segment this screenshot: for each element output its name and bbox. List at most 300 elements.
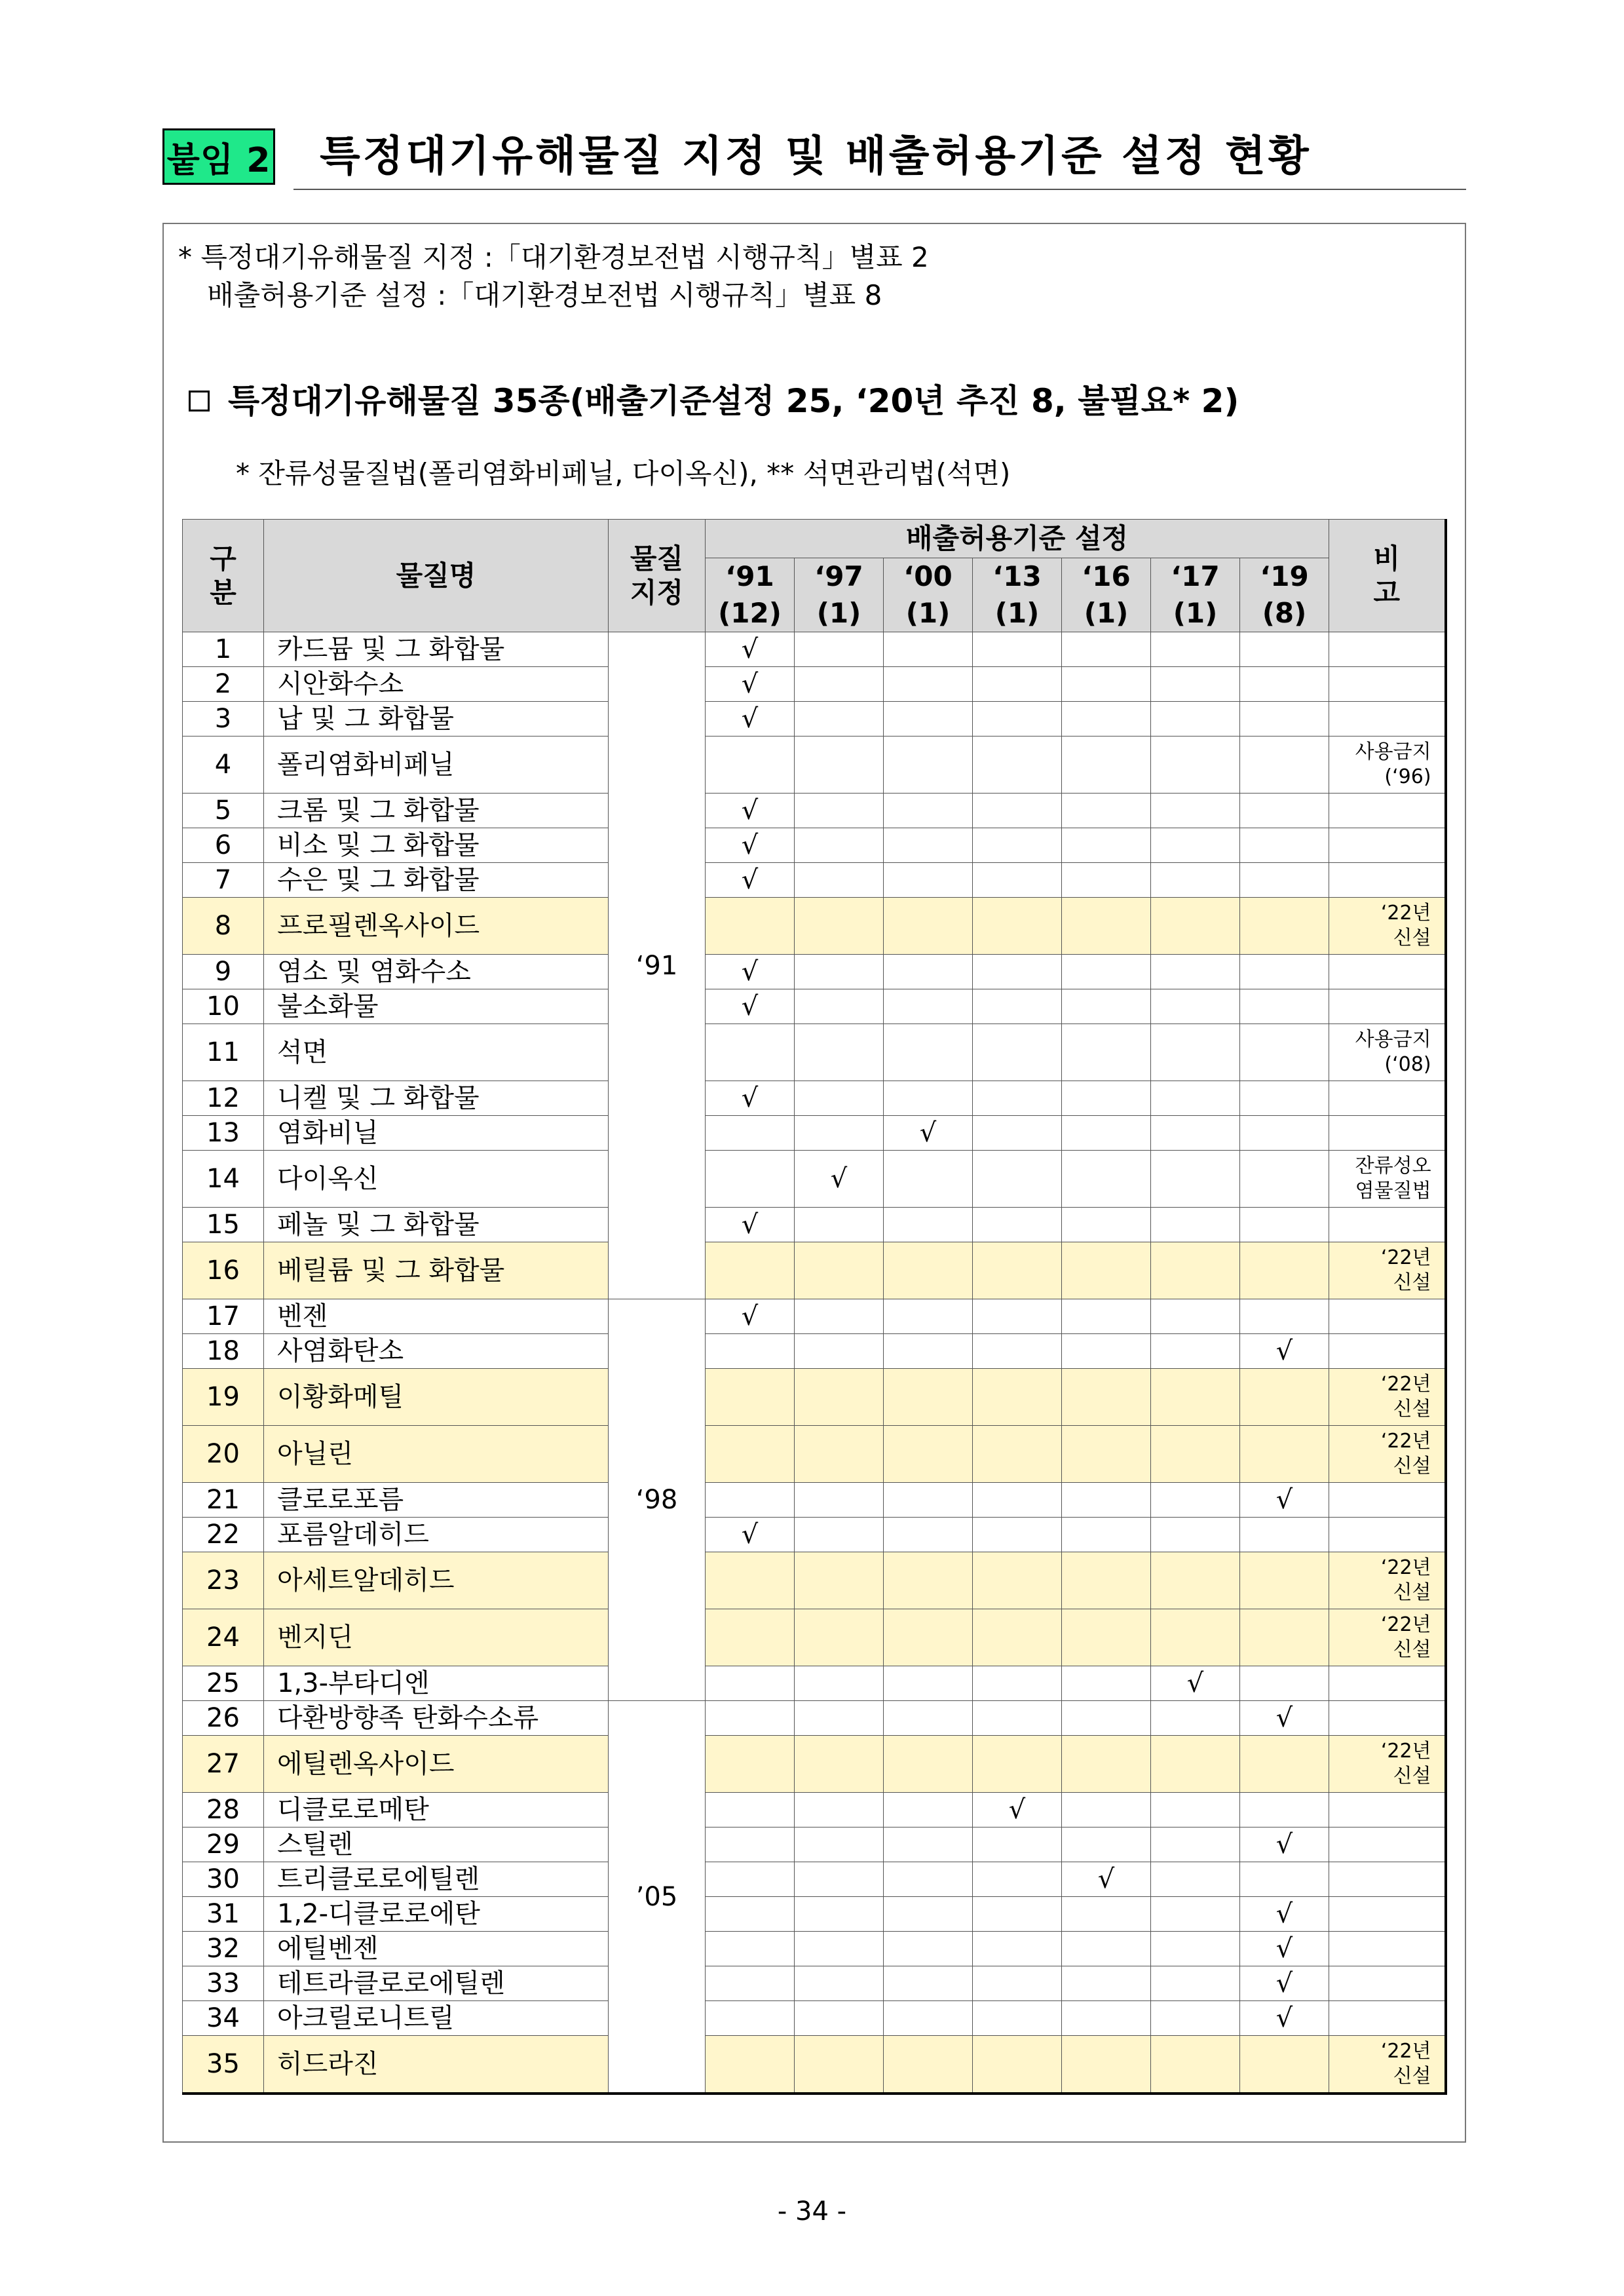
table-row bbox=[183, 794, 1446, 828]
substance-table bbox=[182, 519, 1447, 2095]
check-mark: √ bbox=[1240, 1897, 1329, 1932]
header-year: ‘16 bbox=[1062, 558, 1151, 596]
empty-cell bbox=[884, 1966, 973, 2001]
table-row bbox=[183, 1081, 1446, 1116]
empty-cell bbox=[1240, 1609, 1329, 1666]
attachment-tag: 붙임 2 bbox=[162, 128, 275, 185]
empty-cell bbox=[1151, 1242, 1240, 1299]
remark bbox=[1329, 667, 1446, 702]
substance-name: 아세트알데히드 bbox=[264, 1552, 609, 1609]
empty-cell bbox=[884, 1862, 973, 1897]
table-row bbox=[183, 1116, 1446, 1151]
empty-cell bbox=[1062, 863, 1151, 898]
empty-cell bbox=[795, 1242, 884, 1299]
remark-line: 사용금지 bbox=[1355, 1028, 1431, 1051]
check-mark: √ bbox=[1240, 1827, 1329, 1862]
empty-cell bbox=[973, 794, 1062, 828]
row-number: 9 bbox=[183, 955, 264, 989]
row-number: 24 bbox=[183, 1609, 264, 1666]
check-mark: √ bbox=[706, 1208, 795, 1242]
header-year-count: (8) bbox=[1240, 595, 1329, 632]
remark-line: ‘22년 bbox=[1380, 1246, 1431, 1269]
header-year: ‘00 bbox=[884, 558, 973, 596]
row-number: 7 bbox=[183, 863, 264, 898]
empty-cell bbox=[1240, 1024, 1329, 1081]
empty-cell bbox=[1062, 955, 1151, 989]
remark bbox=[1329, 2001, 1446, 2036]
empty-cell bbox=[706, 1024, 795, 1081]
empty-cell bbox=[1062, 1208, 1151, 1242]
table-row bbox=[183, 1334, 1446, 1369]
remark bbox=[1329, 737, 1446, 794]
empty-cell bbox=[706, 1827, 795, 1862]
empty-cell bbox=[1151, 667, 1240, 702]
empty-cell bbox=[884, 1552, 973, 1609]
header-year-count: (12) bbox=[706, 595, 795, 632]
empty-cell bbox=[973, 1862, 1062, 1897]
remark-line: ‘22년 bbox=[1380, 902, 1431, 925]
empty-cell bbox=[1240, 828, 1329, 863]
empty-cell bbox=[884, 1426, 973, 1483]
substance-name: 테트라클로로에틸렌 bbox=[264, 1966, 609, 2001]
empty-cell bbox=[884, 1334, 973, 1369]
substance-name: 수은 및 그 화합물 bbox=[264, 863, 609, 898]
empty-cell bbox=[884, 898, 973, 955]
substance-name: 벤젠 bbox=[264, 1299, 609, 1334]
substance-name: 1,2-디클로로에탄 bbox=[264, 1897, 609, 1932]
empty-cell bbox=[1151, 1483, 1240, 1518]
empty-cell bbox=[1151, 955, 1240, 989]
empty-cell bbox=[706, 1552, 795, 1609]
remark-line: (‘96) bbox=[1384, 765, 1431, 788]
empty-cell bbox=[795, 1299, 884, 1334]
table-row bbox=[183, 1024, 1446, 1081]
empty-cell bbox=[884, 1609, 973, 1666]
row-number: 19 bbox=[183, 1369, 264, 1426]
page-title: 특정대기유해물질 지정 및 배출허용기준 설정 현황 bbox=[320, 132, 1312, 181]
substance-name: 폴리염화비페닐 bbox=[264, 737, 609, 794]
empty-cell bbox=[795, 1701, 884, 1736]
empty-cell bbox=[884, 989, 973, 1024]
row-number: 18 bbox=[183, 1334, 264, 1369]
table-row bbox=[183, 632, 1446, 667]
footnote: * 잔류성물질법(폴리염화비페닐, 다이옥신), ** 석면관리법(석면) bbox=[236, 457, 1011, 489]
empty-cell bbox=[1062, 1081, 1151, 1116]
empty-cell bbox=[1240, 737, 1329, 794]
empty-cell bbox=[706, 1609, 795, 1666]
empty-cell bbox=[973, 1299, 1062, 1334]
empty-cell bbox=[973, 828, 1062, 863]
empty-cell bbox=[973, 1966, 1062, 2001]
empty-cell bbox=[1151, 702, 1240, 737]
row-number: 33 bbox=[183, 1966, 264, 2001]
empty-cell bbox=[1151, 1609, 1240, 1666]
table-row bbox=[183, 737, 1446, 794]
header-category bbox=[183, 520, 264, 632]
empty-cell bbox=[1151, 828, 1240, 863]
empty-cell bbox=[706, 1242, 795, 1299]
table-row bbox=[183, 1426, 1446, 1483]
header-emission-standard: 배출허용기준 설정 bbox=[706, 520, 1329, 558]
empty-cell bbox=[1151, 737, 1240, 794]
substance-name: 염소 및 염화수소 bbox=[264, 955, 609, 989]
remark bbox=[1329, 863, 1446, 898]
remark-line: ‘22년 bbox=[1380, 1373, 1431, 1396]
remark bbox=[1329, 1793, 1446, 1827]
empty-cell bbox=[1151, 1151, 1240, 1208]
empty-cell bbox=[1062, 702, 1151, 737]
empty-cell bbox=[884, 1483, 973, 1518]
header-year-count: (1) bbox=[973, 595, 1062, 632]
empty-cell bbox=[1240, 632, 1329, 667]
check-mark: √ bbox=[1240, 1483, 1329, 1518]
empty-cell bbox=[706, 2001, 795, 2036]
empty-cell bbox=[1240, 2036, 1329, 2094]
check-mark: √ bbox=[1240, 1966, 1329, 2001]
empty-cell bbox=[1240, 1208, 1329, 1242]
remark bbox=[1329, 1242, 1446, 1299]
table-row bbox=[183, 898, 1446, 955]
table-row bbox=[183, 667, 1446, 702]
remark-line: ‘22년 bbox=[1380, 1430, 1431, 1453]
empty-cell bbox=[1062, 1609, 1151, 1666]
empty-cell bbox=[706, 1932, 795, 1966]
table-row bbox=[183, 989, 1446, 1024]
empty-cell bbox=[1151, 1736, 1240, 1793]
remark-line: 신설 bbox=[1393, 1455, 1431, 1478]
empty-cell bbox=[1062, 1518, 1151, 1552]
empty-cell bbox=[884, 1299, 973, 1334]
empty-cell bbox=[795, 989, 884, 1024]
empty-cell bbox=[795, 955, 884, 989]
empty-cell bbox=[795, 1483, 884, 1518]
check-mark: √ bbox=[706, 1081, 795, 1116]
row-number: 21 bbox=[183, 1483, 264, 1518]
substance-name: 비소 및 그 화합물 bbox=[264, 828, 609, 863]
empty-cell bbox=[973, 1024, 1062, 1081]
empty-cell bbox=[884, 1666, 973, 1701]
row-number: 20 bbox=[183, 1426, 264, 1483]
remark-line: 신설 bbox=[1393, 2065, 1431, 2088]
row-number: 2 bbox=[183, 667, 264, 702]
substance-name: 다이옥신 bbox=[264, 1151, 609, 1208]
table-row bbox=[183, 863, 1446, 898]
remark-line: 신설 bbox=[1393, 1581, 1431, 1604]
substance-name: 염화비닐 bbox=[264, 1116, 609, 1151]
empty-cell bbox=[973, 1518, 1062, 1552]
empty-cell bbox=[1240, 955, 1329, 989]
header-bun: 분 bbox=[210, 576, 236, 609]
substance-name: 시안화수소 bbox=[264, 667, 609, 702]
table-row bbox=[183, 1518, 1446, 1552]
empty-cell bbox=[706, 1426, 795, 1483]
empty-cell bbox=[973, 1736, 1062, 1793]
empty-cell bbox=[973, 1609, 1062, 1666]
designation-year: ‘98 bbox=[609, 1299, 706, 1701]
empty-cell bbox=[795, 1081, 884, 1116]
empty-cell bbox=[973, 863, 1062, 898]
remark bbox=[1329, 1518, 1446, 1552]
remark bbox=[1329, 632, 1446, 667]
empty-cell bbox=[884, 1151, 973, 1208]
empty-cell bbox=[795, 828, 884, 863]
remark bbox=[1329, 1081, 1446, 1116]
remark bbox=[1329, 989, 1446, 1024]
header-year-count: (1) bbox=[1062, 595, 1151, 632]
empty-cell bbox=[795, 1334, 884, 1369]
table-row bbox=[183, 2001, 1446, 2036]
remark bbox=[1329, 955, 1446, 989]
empty-cell bbox=[1151, 989, 1240, 1024]
empty-cell bbox=[884, 1793, 973, 1827]
substance-name: 클로로포름 bbox=[264, 1483, 609, 1518]
empty-cell bbox=[884, 1208, 973, 1242]
substance-name: 에틸렌옥사이드 bbox=[264, 1736, 609, 1793]
row-number: 29 bbox=[183, 1827, 264, 1862]
empty-cell bbox=[973, 1483, 1062, 1518]
remark bbox=[1329, 1736, 1446, 1793]
remark bbox=[1329, 1334, 1446, 1369]
empty-cell bbox=[1062, 794, 1151, 828]
empty-cell bbox=[795, 1116, 884, 1151]
note-line-2: 배출허용기준 설정 :「대기환경보전법 시행규칙」별표 8 bbox=[207, 279, 882, 311]
substance-name: 스틸렌 bbox=[264, 1827, 609, 1862]
row-number: 5 bbox=[183, 794, 264, 828]
check-mark: √ bbox=[706, 989, 795, 1024]
check-mark: √ bbox=[706, 863, 795, 898]
remark-line: 잔류성오 bbox=[1355, 1155, 1431, 1177]
remark bbox=[1329, 1426, 1446, 1483]
empty-cell bbox=[884, 1518, 973, 1552]
empty-cell bbox=[1151, 1208, 1240, 1242]
check-mark: √ bbox=[1240, 1334, 1329, 1369]
empty-cell bbox=[706, 1897, 795, 1932]
empty-cell bbox=[973, 989, 1062, 1024]
empty-cell bbox=[973, 1151, 1062, 1208]
row-number: 16 bbox=[183, 1242, 264, 1299]
substance-name: 베릴륨 및 그 화합물 bbox=[264, 1242, 609, 1299]
row-number: 12 bbox=[183, 1081, 264, 1116]
row-number: 23 bbox=[183, 1552, 264, 1609]
remark-line: ‘22년 bbox=[1380, 1613, 1431, 1636]
empty-cell bbox=[884, 1242, 973, 1299]
remark-line: 신설 bbox=[1393, 927, 1431, 949]
table-row bbox=[183, 1208, 1446, 1242]
empty-cell bbox=[884, 702, 973, 737]
substance-name: 1,3-부타디엔 bbox=[264, 1666, 609, 1701]
empty-cell bbox=[706, 1666, 795, 1701]
check-mark: √ bbox=[706, 632, 795, 667]
row-number: 17 bbox=[183, 1299, 264, 1334]
empty-cell bbox=[973, 1827, 1062, 1862]
remark bbox=[1329, 1024, 1446, 1081]
empty-cell bbox=[973, 2001, 1062, 2036]
remark bbox=[1329, 794, 1446, 828]
empty-cell bbox=[1151, 794, 1240, 828]
empty-cell bbox=[795, 1793, 884, 1827]
empty-cell bbox=[795, 2001, 884, 2036]
table-row bbox=[183, 2036, 1446, 2094]
remark bbox=[1329, 1932, 1446, 1966]
empty-cell bbox=[884, 1024, 973, 1081]
remark bbox=[1329, 2036, 1446, 2094]
empty-cell bbox=[1151, 1518, 1240, 1552]
check-mark: √ bbox=[795, 1151, 884, 1208]
empty-cell bbox=[884, 2036, 973, 2094]
header-year-count: (1) bbox=[795, 595, 884, 632]
header-year: ‘13 bbox=[973, 558, 1062, 596]
header-bi: 비 bbox=[1373, 542, 1401, 575]
substance-name: 에틸벤젠 bbox=[264, 1932, 609, 1966]
empty-cell bbox=[1062, 1334, 1151, 1369]
remark bbox=[1329, 1151, 1446, 1208]
empty-cell bbox=[1062, 1932, 1151, 1966]
empty-cell bbox=[1240, 989, 1329, 1024]
table-row bbox=[183, 1827, 1446, 1862]
remark bbox=[1329, 1666, 1446, 1701]
remark-line: 사용금지 bbox=[1355, 740, 1431, 763]
empty-cell bbox=[1151, 1827, 1240, 1862]
remark bbox=[1329, 1701, 1446, 1736]
remark bbox=[1329, 1299, 1446, 1334]
empty-cell bbox=[795, 1552, 884, 1609]
empty-cell bbox=[884, 863, 973, 898]
remark bbox=[1329, 1609, 1446, 1666]
empty-cell bbox=[973, 632, 1062, 667]
header-year: ‘97 bbox=[795, 558, 884, 596]
empty-cell bbox=[973, 1081, 1062, 1116]
table-row bbox=[183, 1609, 1446, 1666]
remark-line: 염물질법 bbox=[1355, 1179, 1431, 1202]
empty-cell bbox=[1240, 1426, 1329, 1483]
empty-cell bbox=[795, 863, 884, 898]
row-number: 8 bbox=[183, 898, 264, 955]
empty-cell bbox=[1151, 1334, 1240, 1369]
empty-cell bbox=[1151, 1793, 1240, 1827]
empty-cell bbox=[1151, 1116, 1240, 1151]
empty-cell bbox=[1240, 1116, 1329, 1151]
check-mark: √ bbox=[706, 828, 795, 863]
empty-cell bbox=[1062, 1151, 1151, 1208]
empty-cell bbox=[795, 1369, 884, 1426]
header-go: 고 bbox=[1373, 576, 1401, 609]
empty-cell bbox=[795, 1024, 884, 1081]
row-number: 1 bbox=[183, 632, 264, 667]
substance-name: 카드뮴 및 그 화합물 bbox=[264, 632, 609, 667]
remark-line: ‘22년 bbox=[1380, 1740, 1431, 1763]
remark-line: 신설 bbox=[1393, 1765, 1431, 1788]
remark bbox=[1329, 828, 1446, 863]
empty-cell bbox=[884, 1081, 973, 1116]
empty-cell bbox=[973, 898, 1062, 955]
substance-name: 납 및 그 화합물 bbox=[264, 702, 609, 737]
remark bbox=[1329, 702, 1446, 737]
empty-cell bbox=[1062, 828, 1151, 863]
table-row bbox=[183, 1666, 1446, 1701]
empty-cell bbox=[884, 632, 973, 667]
check-mark: √ bbox=[1240, 2001, 1329, 2036]
designation-year: ’05 bbox=[609, 1701, 706, 2094]
empty-cell bbox=[795, 1827, 884, 1862]
table-row bbox=[183, 1151, 1446, 1208]
empty-cell bbox=[795, 1426, 884, 1483]
empty-cell bbox=[1062, 1116, 1151, 1151]
substance-name: 아닐린 bbox=[264, 1426, 609, 1483]
row-number: 22 bbox=[183, 1518, 264, 1552]
check-mark: √ bbox=[706, 955, 795, 989]
empty-cell bbox=[1062, 2001, 1151, 2036]
remark-line: 신설 bbox=[1393, 1398, 1431, 1421]
empty-cell bbox=[1062, 1897, 1151, 1932]
table-row bbox=[183, 1966, 1446, 2001]
row-number: 34 bbox=[183, 2001, 264, 2036]
empty-cell bbox=[795, 1609, 884, 1666]
empty-cell bbox=[1151, 1369, 1240, 1426]
check-mark: √ bbox=[706, 667, 795, 702]
empty-cell bbox=[1240, 1793, 1329, 1827]
remark-line: ‘22년 bbox=[1380, 1556, 1431, 1579]
empty-cell bbox=[1062, 1701, 1151, 1736]
table-row bbox=[183, 1299, 1446, 1334]
empty-cell bbox=[1062, 1793, 1151, 1827]
empty-cell bbox=[1062, 1666, 1151, 1701]
empty-cell bbox=[973, 2036, 1062, 2094]
substance-name: 석면 bbox=[264, 1024, 609, 1081]
empty-cell bbox=[706, 898, 795, 955]
empty-cell bbox=[1062, 1369, 1151, 1426]
empty-cell bbox=[1240, 1242, 1329, 1299]
empty-cell bbox=[1240, 1736, 1329, 1793]
header-year: ‘17 bbox=[1151, 558, 1240, 596]
empty-cell bbox=[795, 1897, 884, 1932]
empty-cell bbox=[1062, 1552, 1151, 1609]
empty-cell bbox=[706, 1966, 795, 2001]
empty-cell bbox=[884, 737, 973, 794]
empty-cell bbox=[884, 1736, 973, 1793]
empty-cell bbox=[884, 794, 973, 828]
designation-year: ‘91 bbox=[609, 632, 706, 1299]
empty-cell bbox=[1151, 1701, 1240, 1736]
table-row bbox=[183, 1862, 1446, 1897]
empty-cell bbox=[795, 737, 884, 794]
row-number: 32 bbox=[183, 1932, 264, 1966]
table-row bbox=[183, 1736, 1446, 1793]
title-underline bbox=[293, 189, 1466, 190]
empty-cell bbox=[1151, 1299, 1240, 1334]
remark-line: 신설 bbox=[1393, 1271, 1431, 1294]
empty-cell bbox=[1062, 632, 1151, 667]
check-mark: √ bbox=[706, 702, 795, 737]
header-substance-name: 물질명 bbox=[264, 520, 609, 632]
content-box bbox=[162, 223, 1466, 2143]
empty-cell bbox=[973, 1369, 1062, 1426]
empty-cell bbox=[795, 702, 884, 737]
remark bbox=[1329, 898, 1446, 955]
remark-line: ‘22년 bbox=[1380, 2040, 1431, 2063]
empty-cell bbox=[973, 1552, 1062, 1609]
table-row bbox=[183, 1483, 1446, 1518]
substance-name: 히드라진 bbox=[264, 2036, 609, 2094]
empty-cell bbox=[795, 794, 884, 828]
empty-cell bbox=[1151, 1552, 1240, 1609]
empty-cell bbox=[1151, 1024, 1240, 1081]
empty-cell bbox=[973, 1334, 1062, 1369]
empty-cell bbox=[973, 955, 1062, 989]
table-row bbox=[183, 1369, 1446, 1426]
empty-cell bbox=[884, 667, 973, 702]
empty-cell bbox=[1240, 1552, 1329, 1609]
empty-cell bbox=[1240, 898, 1329, 955]
